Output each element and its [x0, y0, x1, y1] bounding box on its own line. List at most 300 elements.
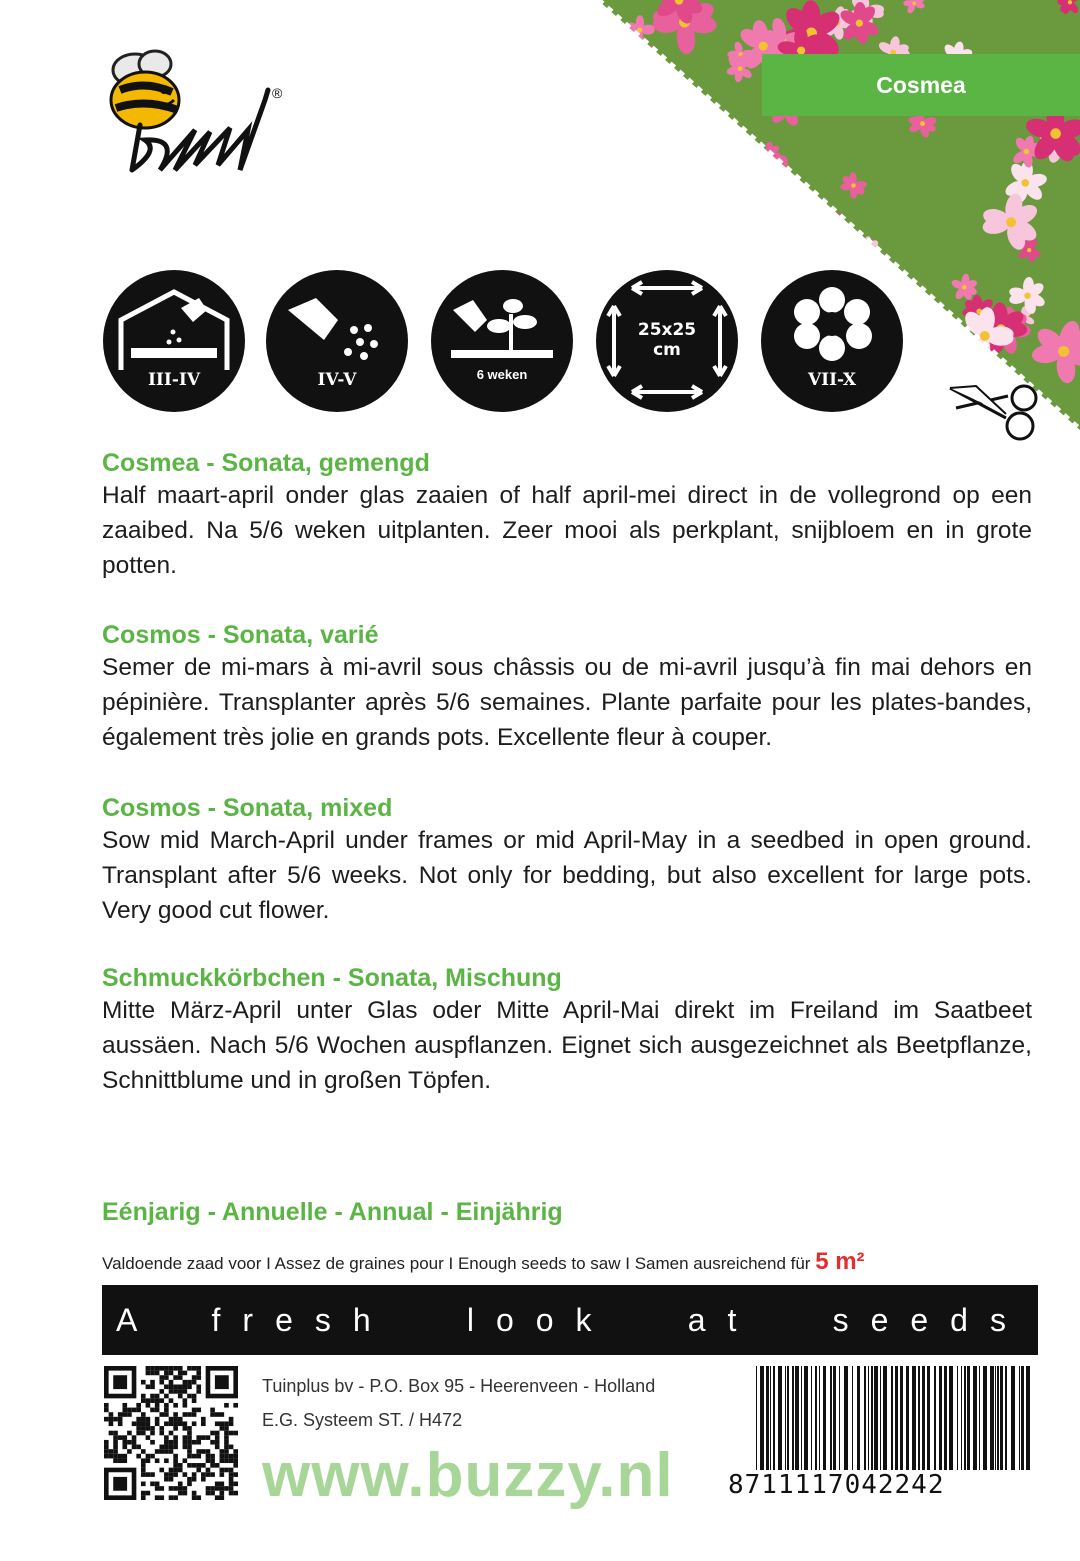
flower-petal [860, 249, 870, 263]
barcode-bar [880, 1366, 881, 1470]
qr-module [146, 1371, 151, 1376]
qr-module [173, 1495, 178, 1500]
barcode-bar [864, 1366, 866, 1470]
qr-module [132, 1408, 137, 1413]
qr-module [224, 1445, 229, 1450]
qr-module [173, 1366, 178, 1371]
qr-module [192, 1421, 197, 1426]
qr-module [173, 1403, 178, 1408]
qr-module [113, 1454, 118, 1459]
slogan-bar [102, 1285, 1038, 1355]
qr-module [192, 1375, 197, 1380]
qr-module [127, 1408, 132, 1413]
qr-module [155, 1417, 160, 1422]
flowering-icon [761, 270, 903, 412]
flower-petal [603, 218, 620, 240]
qr-module [159, 1412, 164, 1417]
qr-module [169, 1431, 174, 1436]
qr-module [173, 1421, 178, 1426]
qr-module [233, 1463, 238, 1468]
qr-module [159, 1495, 164, 1500]
qr-module [206, 1491, 211, 1496]
section-body: Mitte März-April unter Glas oder Mitte April-Mai direkt im Freiland im Saatbeet aussäen. Nach 5/6 Wochen auspflanzen. Eignet sich ausgezeichnet als Beetpflanze, Schnittblume und in großen Töpfen. [102, 997, 1032, 1094]
barcode-bar [766, 1366, 769, 1470]
qr-module [146, 1403, 151, 1408]
qr-module [141, 1394, 146, 1399]
flower-petal [916, 404, 927, 418]
flower-center [767, 173, 776, 182]
qr-module [146, 1384, 151, 1389]
barcode-bar [770, 1366, 771, 1470]
qr-module [229, 1431, 234, 1436]
qr-module [183, 1440, 188, 1445]
flower-petal [803, 211, 831, 239]
qr-module [187, 1394, 192, 1399]
qr-module [109, 1431, 114, 1436]
qr-module [155, 1408, 160, 1413]
flower-petal [854, 247, 869, 260]
qr-module [109, 1449, 114, 1454]
qr-module [104, 1408, 109, 1413]
qr-module [159, 1486, 164, 1491]
barcode-bar [830, 1366, 832, 1470]
barcode-bar [778, 1366, 782, 1470]
flower-center [738, 66, 743, 71]
qr-module [132, 1445, 137, 1450]
qr-module [169, 1486, 174, 1491]
qr-module [183, 1403, 188, 1408]
flower-petal [658, 142, 672, 156]
qr-module [229, 1421, 234, 1426]
flower-petal [714, 213, 722, 225]
qr-module [169, 1389, 174, 1394]
qr-module [192, 1380, 197, 1385]
qr-module [136, 1408, 141, 1413]
flower-petal [615, 213, 635, 225]
qr-module [169, 1440, 174, 1445]
qr-module [210, 1412, 215, 1417]
qr-module [113, 1445, 118, 1450]
qr-module [187, 1482, 192, 1487]
qr-module [169, 1468, 174, 1473]
qr-module [183, 1371, 188, 1376]
qr-module [169, 1380, 174, 1385]
qr-module [141, 1426, 146, 1431]
qr-module [215, 1375, 229, 1389]
qr-module [104, 1403, 109, 1408]
qr-module [183, 1384, 188, 1389]
qr-module [233, 1431, 238, 1436]
qr-module [206, 1449, 211, 1454]
qr-module [122, 1435, 127, 1440]
qr-module [220, 1486, 225, 1491]
qr-module [210, 1440, 215, 1445]
qr-module [159, 1389, 164, 1394]
qr-module [104, 1454, 109, 1459]
qr-module [113, 1440, 118, 1445]
qr-module [118, 1458, 123, 1463]
flower-center [1068, 0, 1072, 4]
flower-petal [834, 236, 849, 250]
qr-module [210, 1472, 215, 1477]
flower-petal [635, 243, 668, 272]
qr-module [173, 1486, 178, 1491]
qr-module [164, 1458, 169, 1463]
qr-module [150, 1384, 155, 1389]
barcode-bar [874, 1366, 878, 1470]
barcode-bar [934, 1366, 936, 1470]
qr-module [215, 1440, 220, 1445]
qr-module [159, 1380, 164, 1385]
qr-module [118, 1421, 123, 1426]
qr-module [229, 1472, 234, 1477]
reference-code: E.G. Systeem ST. / H472 [262, 1410, 463, 1430]
qr-module [206, 1468, 211, 1473]
qr-module [196, 1366, 201, 1371]
flower-petal [709, 211, 722, 224]
flower-petal [629, 61, 646, 82]
qr-module [220, 1468, 225, 1473]
qr-module [141, 1417, 146, 1422]
variety-banner: Cosmea [762, 54, 1080, 116]
qr-module [220, 1449, 225, 1454]
barcode-bar [760, 1366, 764, 1470]
flower-petal [612, 90, 632, 114]
barcode-bar [871, 1366, 873, 1470]
qr-module [146, 1458, 151, 1463]
qr-module [178, 1384, 183, 1389]
qr-module [118, 1417, 123, 1422]
qr-module [196, 1463, 201, 1468]
flower-petal [609, 110, 631, 134]
qr-module [183, 1472, 188, 1477]
qr-module [196, 1449, 201, 1454]
qr-module [164, 1435, 169, 1440]
qr-module [169, 1366, 174, 1371]
flower-petal [908, 403, 921, 417]
qr-module [159, 1366, 164, 1371]
qr-module [229, 1468, 234, 1473]
flower-petal [604, 100, 628, 119]
flower-petal [623, 92, 646, 116]
buzzy-logo [100, 40, 310, 190]
qr-module [109, 1421, 114, 1426]
qr-module [127, 1431, 132, 1436]
qr-module [169, 1472, 174, 1477]
barcode-bar [961, 1366, 962, 1470]
qr-module [178, 1491, 183, 1496]
qr-module [192, 1472, 197, 1477]
qr-module [150, 1431, 155, 1436]
qr-module [210, 1486, 215, 1491]
flower-center [1058, 346, 1069, 357]
barcode-bar [949, 1366, 953, 1470]
qr-module [141, 1482, 146, 1487]
qr-module [155, 1486, 160, 1491]
flower-center [962, 285, 967, 290]
qr-module [173, 1435, 178, 1440]
flower-petal [613, 111, 633, 135]
sowing-period-label: IV-V [317, 370, 357, 390]
flower-petal [917, 402, 931, 416]
qr-module [164, 1440, 169, 1445]
barcode-bar [787, 1366, 789, 1470]
qr-module [220, 1421, 225, 1426]
qr-module [150, 1482, 155, 1487]
qr-module [164, 1408, 169, 1413]
greenhouse-sowing-icon [103, 270, 245, 412]
flower-petal [629, 197, 656, 228]
qr-module [224, 1468, 229, 1473]
svg-text:®: ® [272, 85, 283, 101]
flower-center [917, 402, 921, 406]
qr-module [224, 1440, 229, 1445]
qr-module [141, 1398, 146, 1403]
flower-petal [623, 58, 644, 77]
qr-module [164, 1394, 169, 1399]
qr-module [192, 1463, 197, 1468]
flower-petal [642, 199, 664, 229]
qr-module [220, 1495, 225, 1500]
qr-module [146, 1472, 151, 1477]
barcode-number: 8711117042242 [728, 1470, 945, 1500]
qr-module [150, 1408, 155, 1413]
slogan-word: A [116, 1301, 138, 1338]
barcode-bar [957, 1366, 958, 1470]
qr-module [169, 1449, 174, 1454]
qr-module [206, 1472, 211, 1477]
qr-module [233, 1491, 238, 1496]
qr-module [183, 1486, 188, 1491]
flower-petal [716, 200, 725, 213]
annual-label: Eénjarig - Annuelle - Annual - Einjährig [102, 1198, 563, 1226]
qr-module [132, 1421, 137, 1426]
qr-module [113, 1431, 118, 1436]
flower-petal [691, 233, 701, 250]
qr-module [229, 1417, 234, 1422]
qr-module [173, 1463, 178, 1468]
barcode-bar [964, 1366, 966, 1470]
qr-module [146, 1491, 151, 1496]
qr-module [229, 1482, 234, 1487]
qr-module [187, 1445, 192, 1450]
flower-petal [824, 234, 838, 248]
barcode-bar [973, 1366, 977, 1470]
qr-module [192, 1366, 197, 1371]
barcode-bar [804, 1366, 808, 1470]
section-title: Cosmos - Sonata, mixed [102, 794, 393, 822]
qr-module [233, 1458, 238, 1463]
qr-module [127, 1412, 132, 1417]
qr-module [178, 1394, 183, 1399]
qr-module [159, 1431, 164, 1436]
qr-module [229, 1491, 234, 1496]
barcode-bar [833, 1366, 836, 1470]
flower-petal [825, 245, 838, 260]
flower-petal [625, 131, 646, 154]
flower-petal [671, 141, 684, 150]
barcode-bar [967, 1366, 970, 1470]
flower-petal [630, 133, 648, 155]
section-title: Cosmos - Sonata, varié [102, 621, 379, 649]
qr-module [113, 1417, 118, 1422]
qr-module [164, 1472, 169, 1477]
qr-module [201, 1449, 206, 1454]
flower-petal [667, 145, 676, 158]
qr-module [173, 1417, 178, 1422]
qr-module [159, 1426, 164, 1431]
barcode-bar [815, 1366, 817, 1470]
qr-module [220, 1472, 225, 1477]
qr-module [196, 1384, 201, 1389]
flower-petal [745, 170, 770, 186]
qr-module [164, 1449, 169, 1454]
qr-module [187, 1477, 192, 1482]
qr-module [141, 1431, 146, 1436]
barcode-bar [795, 1366, 799, 1470]
flower-petal [915, 391, 925, 405]
flower-petal [725, 415, 749, 440]
flower-petal [695, 221, 715, 237]
flower-petal [678, 221, 698, 237]
barcode-bar [997, 1366, 999, 1470]
qr-module [155, 1482, 160, 1487]
flower-petal [669, 135, 684, 148]
flower-center [822, 231, 831, 240]
qr-module [113, 1435, 118, 1440]
flower-petal [822, 231, 850, 259]
flower-center [922, 406, 927, 411]
qr-module [146, 1435, 151, 1440]
qr-module [220, 1491, 225, 1496]
flower-center [1024, 292, 1030, 298]
qr-module [196, 1375, 201, 1380]
barcode-bar [852, 1366, 853, 1470]
qr-module [104, 1449, 109, 1454]
barcode-bar [995, 1366, 996, 1470]
qr-module [192, 1408, 197, 1413]
flower-center [759, 42, 768, 51]
qr-module [187, 1463, 192, 1468]
qr-module [141, 1412, 146, 1417]
flower-petal [910, 405, 926, 419]
qr-module [122, 1408, 127, 1413]
qr-module [220, 1454, 225, 1459]
qr-module [113, 1449, 118, 1454]
flower-petal [630, 234, 657, 267]
qr-module [109, 1412, 114, 1417]
qr-module [201, 1472, 206, 1477]
flower-petal [717, 210, 730, 222]
qr-module [169, 1398, 174, 1403]
qr-module [136, 1421, 141, 1426]
flower-petal [601, 139, 628, 163]
qr-module [224, 1426, 229, 1431]
qr-module [224, 1403, 229, 1408]
qr-module [169, 1384, 174, 1389]
qr-module [104, 1440, 109, 1445]
flower-center [717, 210, 721, 214]
qr-module [220, 1426, 225, 1431]
flower-petal [924, 398, 940, 412]
qr-module [173, 1468, 178, 1473]
qr-module [155, 1403, 160, 1408]
qr-module [173, 1375, 178, 1380]
qr-module [155, 1394, 160, 1399]
section-english [102, 793, 1032, 928]
barcode-bar [891, 1366, 893, 1470]
flower-center [639, 59, 646, 66]
qr-module [183, 1389, 188, 1394]
qr-module [183, 1380, 188, 1385]
qr-code [104, 1366, 238, 1500]
qr-module [104, 1417, 109, 1422]
qr-module [183, 1458, 188, 1463]
qr-module [146, 1417, 151, 1422]
qr-module [187, 1366, 192, 1371]
qr-module [229, 1486, 234, 1491]
flower-center [980, 331, 990, 341]
flowering-period-label: VII-X [807, 370, 857, 390]
transplant-weeks-label: 6 weken [476, 367, 528, 382]
qr-module [183, 1435, 188, 1440]
qr-module [127, 1449, 132, 1454]
barcode-bar [868, 1366, 869, 1470]
qr-module [196, 1440, 201, 1445]
flower-petal [719, 207, 731, 216]
qr-module [210, 1491, 215, 1496]
flower-petal [819, 209, 837, 236]
qr-module [220, 1458, 225, 1463]
qr-module [109, 1454, 114, 1459]
flower-center [1021, 179, 1029, 187]
qr-module [141, 1458, 146, 1463]
flower-petal [645, 175, 676, 205]
spacing-label: 25x25 cm [637, 320, 697, 360]
flower-petal [642, 170, 663, 199]
flower-center [1024, 149, 1030, 155]
barcode-bar [839, 1366, 840, 1470]
qr-module [155, 1366, 160, 1371]
barcode-bar [756, 1366, 757, 1470]
scissors-icon [946, 368, 1042, 448]
flower-petal [594, 201, 617, 223]
qr-module [164, 1371, 169, 1376]
barcode-bar [857, 1366, 860, 1470]
flower-petal [586, 156, 609, 183]
qr-module [183, 1412, 188, 1417]
qr-module [159, 1398, 164, 1403]
qr-module [201, 1421, 206, 1426]
qr-module [178, 1375, 183, 1380]
qr-module [118, 1435, 123, 1440]
qr-module [164, 1403, 169, 1408]
qr-module [141, 1463, 146, 1468]
qr-module [210, 1458, 215, 1463]
qr-module [159, 1375, 164, 1380]
barcode-bar [785, 1366, 786, 1470]
qr-module [155, 1458, 160, 1463]
qr-module [164, 1375, 169, 1380]
enough-seeds-text: Valdoende zaad voor I Assez de graines pour I Enough seeds to saw I Samen ausreichend für [102, 1254, 811, 1273]
barcode-bar [801, 1366, 802, 1470]
qr-module [146, 1426, 151, 1431]
qr-module [192, 1491, 197, 1496]
flower-petal [659, 133, 673, 147]
flower-center [833, 244, 838, 249]
qr-module [187, 1435, 192, 1440]
qr-module [122, 1412, 127, 1417]
